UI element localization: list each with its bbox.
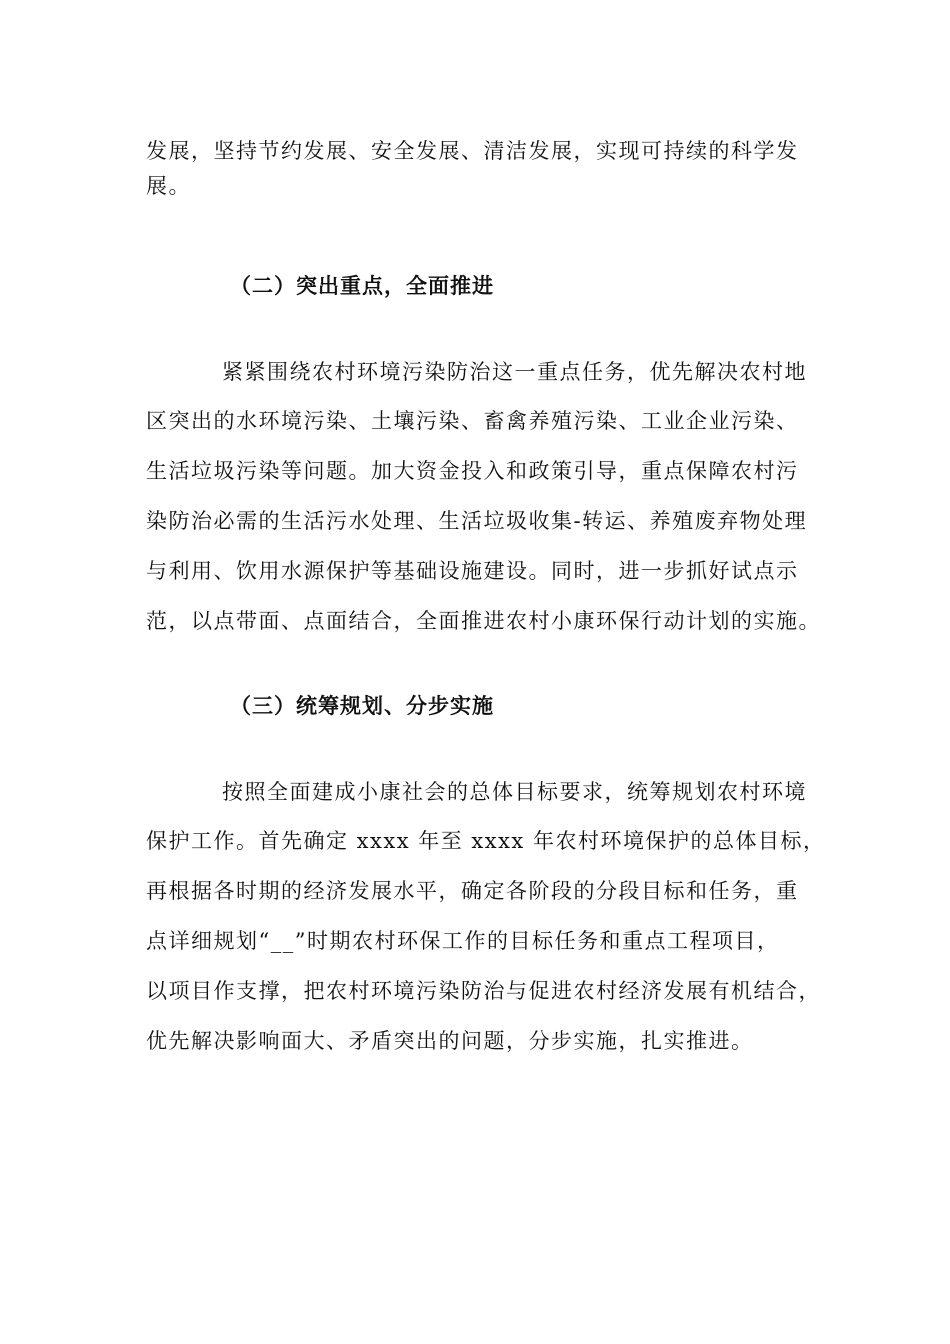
paragraph-line: 区突出的水环境污染、土壤污染、畜禽养殖污染、工业企业污染、 (146, 409, 799, 433)
section-heading-two: （二）突出重点，全面推进 (230, 273, 494, 298)
paragraph-line: 紧紧围绕农村环境污染防治这一重点任务，优先解决农村地 (222, 360, 807, 384)
paragraph-line: 以项目作支撑，把农村环境污染防治与促进农村经济发展有机结合， (146, 979, 821, 1003)
paragraph-line: 与利用、饮用水源保护等基础设施建设。同时，进一步抓好试点示 (146, 559, 799, 583)
paragraph-line: 发展，坚持节约发展、安全发展、清洁发展，实现可持续的科学发 (146, 139, 799, 163)
paragraph-line: 染防治必需的生活污水处理、生活垃圾收集-转运、养殖废弃物处理 (146, 509, 808, 533)
paragraph-line: 展。 (146, 174, 191, 198)
paragraph-line: 生活垃圾污染等问题。加大资金投入和政策引导，重点保障农村污 (146, 459, 799, 483)
paragraph-line: 优先解决影响面大、矛盾突出的问题，分步实施，扎实推进。 (146, 1029, 754, 1053)
paragraph-line: 再根据各时期的经济发展水平，确定各阶段的分段目标和任务，重 (146, 879, 799, 903)
paragraph-line: 保护工作。首先确定 xxxx 年至 xxxx 年农村环境保护的总体目标， (146, 829, 826, 853)
paragraph-line: 范，以点带面、点面结合，全面推进农村小康环保行动计划的实施。 (146, 609, 821, 633)
paragraph-line: 按照全面建成小康社会的总体目标要求，统筹规划农村环境 (222, 780, 807, 804)
section-heading-three: （三）统筹规划、分步实施 (230, 693, 494, 718)
paragraph-line: 点详细规划“__”时期农村环保工作的目标任务和重点工程项目， (146, 929, 780, 953)
